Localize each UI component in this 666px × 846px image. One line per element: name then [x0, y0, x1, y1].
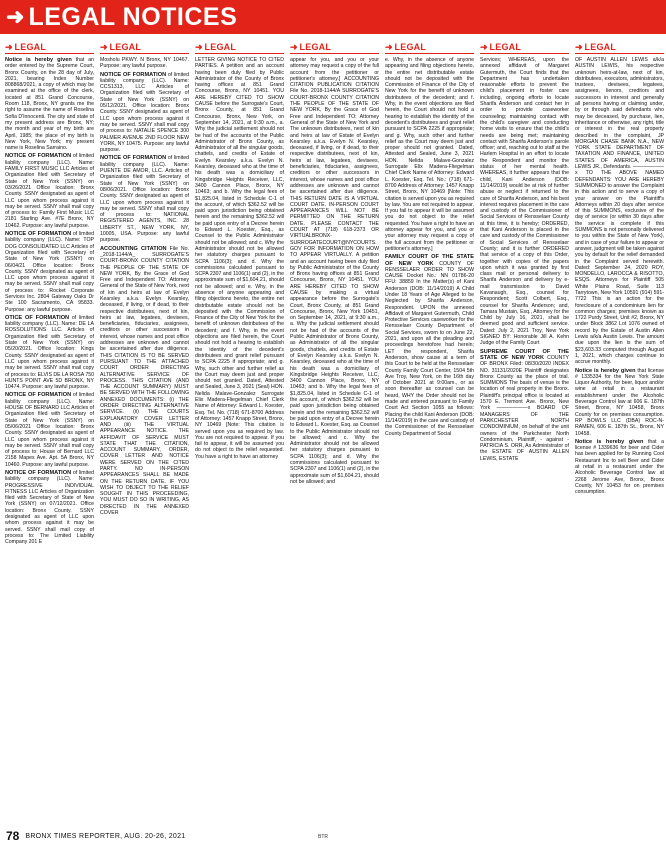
notice-body: e. Why, in the absence of anyone appearing and filing objections hereto, the entire net distributable estate should not be deposited with the Commission of Finance of the City of New York for the benefit of unknown distributees of the decedent; and f. Why, in the event objections are filed herein, the Court should not hold a hearing to establish the identity of the decedent's distributees and grant relief pursuant to SCPA 2225 if appropriate; and g. Why, such other and further relief as the Court may deem just and proper should not granted. Dated, Attested and Sealed, June 3, 2021 HON. Nelida Malave-Gonzalez Surrogate Elix Madera-Fliegelman Chief Clerk Name of Attorney: Edward L. Koester, Esq. Tel. No.: (718) 671-8700 Address of Attorney: 1457 Knapp Street, Bronx, NY 10469 [Note: This citation is served upon you as required by law. You are not required to appear. If you fail to appear it will be assumed you do not object to the relief requested. You have a right to have an attorney appear for you, and you or your attorney may request a copy of the full account from the petitioner or petitioner's attorney.]: [385, 57, 474, 252]
page-title: LEGAL NOTICES: [28, 2, 238, 31]
notice-body: of limited liability company (LLC). Name: TOP DOG CONSOLIDATED LLC Articles of Organization filed with Secretary of State of New York (SSNY) on 06/04/21 Office location: Bronx County. SSNY designated as agent of LLC upon whom process against it may be served. SSNY shall mail copy of process to: Rocket Corporate Services Inc. 2804 Gateway Oaks Dr Ste 100 Sacramento, CA 95833. Purpose: any lawful purpose.: [5, 231, 94, 313]
legal-notice: [5, 315, 94, 391]
notice-lead: NOTICE OF FORMATION: [5, 231, 72, 238]
legal-notice: [290, 57, 379, 485]
section-header: [5, 42, 94, 54]
notice-column: [290, 42, 379, 818]
legal-notice: [100, 57, 189, 70]
notice-lead: Notice is hereby given: [575, 438, 644, 445]
section-header: [385, 42, 474, 54]
notice-lead: NOTICE OF FORMATION: [100, 71, 167, 78]
notice-lead: NOTICE OF FORMATION: [5, 153, 72, 160]
notice-column: [385, 42, 474, 818]
notice-lead: Notice is hereby given: [5, 57, 72, 63]
section-label: LEGAL: [109, 42, 142, 52]
legal-notice: [575, 57, 664, 366]
notice-body: that a license # 1339636 for beer and Cider has been applied for by Running Cool Restaurant Inc to sell Beer and Cider at retail in a restaurant under the Alcoholic Beverage Control law at 2268 Jerome Ave, Bronx, Bronx County, NY 10453 for on premises consumption.: [575, 438, 664, 496]
arrow-right-icon: ➜: [575, 41, 583, 52]
notice-lead: SUPREME COURT OF THE STATE OF NEW YORK: [480, 348, 569, 361]
page-number: 78: [6, 829, 20, 843]
arrow-right-icon: ➜: [195, 41, 203, 52]
notice-lead: ACCOUNTING CITATION: [100, 245, 167, 252]
notice-body: of limited liability company (LLC). Name: PUENTE DE AMOR, LLC. Articles of Organization filed with Secretary of State of New York (SSNY) on 08/06/2021. Office location: Bronx County. SSNY designated as agent of LLC upon whom process against it may be served. SSNY shall mail copy of process to: NATIONAL REGISTERED AGENTS, INC. 28 LIBERTY ST., NEW YORK, NY, 10005, USA. Purpose: any lawful purpose.: [100, 155, 189, 244]
legal-notice: [480, 349, 569, 462]
page-footer: [0, 826, 666, 846]
notice-column: [575, 42, 664, 818]
legal-notice: [5, 153, 94, 229]
section-header: [100, 42, 189, 54]
notice-column: [5, 42, 94, 818]
legal-notice: [100, 246, 189, 517]
section-header: [575, 42, 664, 54]
legal-notice: [5, 57, 94, 151]
arrow-right-icon: ➜: [290, 41, 298, 52]
section-label: LEGAL: [204, 42, 237, 52]
section-label: LEGAL: [14, 42, 47, 52]
notice-body: that license # 1335334 for the New York State Liquor Authority, for beer, liquor and/or wine at retail in a restaurant establishment under the Alcoholic Beverage Control law at 606 E. 187th Street, Bronx, NY 10458, Bronx County for on premises consumption. RP BOWLS LLC (DBA) ROC-N-RAMEN, 606 E. 187th St., Bronx, NY 10458.: [575, 367, 664, 437]
legal-notice: [385, 254, 474, 437]
section-label: LEGAL: [489, 42, 522, 52]
notice-body: Mosholu PKWY. N Bronx, NY 10467. Purpose: any lawful purpose.: [100, 57, 189, 70]
arrow-right-icon: ➜: [385, 41, 393, 52]
legal-notice: [5, 392, 94, 468]
notice-body: COUNTY OF RENSSELAER ORDER TO SHOW CAUSE Docket No.: NN 01786-20 FFU: 38859 In the Matter(s) of Kani Anderson (DOB: 11/14/2019) A Child Under 18 Years of Age Alleged to be Neglected by Sharifa Anderson, Respondent. UPON the annexed Affidavit of Margaret Gutermuth, Child Protective Services caseworker for the Rensselaer County Department of Social Services, sworn to on June 22, 2021, and upon all the pleading and proceedings heretofore had herein; LET the respondent, Sharifa Anderson, show cause at a term of this Court to be held at the Rensselaer County Family Court Center, 1504 5th Ave Troy, New York, on the 16th day of October 2021 at 9:00am., or as soon thereafter as counsel can be heard, WHY the Order should not be made and entered pursuant to Family Court Act Section 1055 as follows: Placing the child Kani Anderson (DOB: 11/14/2019) in the care and custody of the Commissioner of the Rensselaer County Department of Social: [385, 260, 474, 437]
notice-body: of limited liability company (LLC). Name: DE LA ROSSOLUTIONS LLC. Articles of Organization filed with Secretary of State of New York (SSNY) on 05/20/2021. Office location: Kings County. SSNY designated as agent of LLC upon whom process against it may be served. SSNY shall mail copy of process to: ELVIS DE LA ROSA 750 HUNTS POINT AVE 5D BRONX, NY 10474. Purpose: any lawful purpose.: [5, 314, 95, 391]
notice-lead: FAMILY COURT OF THE STATE OF NEW YORK: [385, 254, 474, 267]
legal-notice: [5, 470, 94, 546]
section-label: LEGAL: [394, 42, 427, 52]
section-header: [480, 42, 569, 54]
arrow-right-icon: ➜: [5, 41, 13, 52]
notice-body: of limited liability company (LLC). Name: CCS1313, LLC Articles of Organization filed with Secretary of State of New York (SSNY) on 05/12/2021. Office location: Bronx County. SSNY designated as agent of LLC upon whom process against it may be served. SSNY shall mail copy of process to: NATALIE SPENCE 300 PALMER AVENUE 2ND FLOOR NEW YORK, NY 10475. Purpose: any lawful purpose.: [100, 71, 189, 154]
section-label: LEGAL: [299, 42, 332, 52]
section-label: LEGAL: [584, 42, 617, 52]
notice-body: that an order entered by the Supreme Court, Bronx County, on the 28 day of July, 2021, bearing Index Number 808868/2021, a copy of which may be examined at the office of the clerk, located at 851 Grand Concourse, Room 118, Bronx, NY grants me the right to assume the name of Roselina Sofia D'Innocenti. The city and state of my present address are Bronx, NY; the month and year of my birth are April, 1985; the place of my birth is New York, New York; my present name is Roselina Sarraino.: [5, 57, 94, 152]
legal-notice: [195, 57, 284, 460]
notice-lead: NOTICE OF FORMATION: [5, 392, 72, 399]
arrow-right-icon: ➜: [100, 41, 108, 52]
notice-column: [100, 42, 189, 818]
arrow-right-icon: ➜: [480, 41, 488, 52]
legal-notice: [100, 155, 189, 243]
notice-lead: NOTICE OF FORMATION: [5, 470, 72, 476]
notice-body: OF AUSTIN ALLEN LEWIS a/k/a AUSTIN LEWIS, his respective unknown heirs-at-law, next of kin, distributees, executors, administrators, trustees, devisees, legatees, assignees, lienors, creditors and successors in interest and generally all persons having or claiming under, by or through said defendants who may be deceased, by purchase, lien, inheritance or otherwise, any right, title or interest in the real property described in the complaint, JP MORGAN CHASE BANK N.A., NEW YORK STATE DEPARTMENT OF TAXATION AND FINANCE, UNITED STATES OF AMERICA, AUSTIN LEWIS JR., Defendants. ——————x TO THE ABOVE NAMED DEFENDANTS: YOU ARE HEREBY SUMMONED to answer the Complaint in this action and to serve a copy of your answer on the Plaintiff's Attorneys within 20 days after service of this SUMMONS, exclusive of the day of service (or within 30 days after the service is complete if this SUMMONS is not personally delivered to you within the State of New York), and in case of your failure to appear or answer, judgment will be taken against you by default for the relief demanded in the Complaint served herewith. Dated: September 24, 2020 ROY, MONDELLO, LAROCCA & RISOTTO, ESQS. Attorneys for Plaintiff 505 White Plains Road, Suite 113 Tarrytown, New York 10591 (914) 591-7722 This is an action for the foreclosure of a condominium lien for common charges; premises known as 1722 Purdy Street, Unit #2, Bronx, NY under Block 3862 Lot 1076 owned of record by the Estate of Austin Allen Lewis a/k/a Austin Lewis. The amount due upon the lien is the sum of $23,603.33 computed through August 1, 2021, which charges continue to accrue monthly.: [575, 57, 664, 366]
section-header: [195, 42, 284, 54]
notice-body: LETTER GIVING NOTICE TO CITED PARTIES. A petition and an account having been duly filed by Public Administrator of the County of Bronx having offices at 851 Grand Concourse, Bronx, NY 10451. YOU ARE HEREBY CITED TO SHOW CAUSE before the Surrogate's Court, Bronx County, at 851 Grand Concourse, Bronx, New York, on September 14, 2021, at 9:30 a.m., a. Why the judicial settlement should not be had of the accounts of the Public Administrator of Bronx County, as Administrator of all the singular goods, chattels, and credits of Estate of Evelyn Kearsley a.k.a. Evelyn N. Kearsley, deceased who at the time of his death was a domiciliary of Kingsbridge Heights Receiver, LLC, 3400 Cannon Place, Bronx, NY 10463; and b. Why the legal fees of $1,825.04, listed in Schedule C-1 of the account, of which $362.52 will be paid upon jurisdiction being obtained herein and the remaining $362.52 will be paid upon entry of a Decree herein to Edward L. Koester, Esq., as Counsel to the Public Administrator should not be allowed; and c. Why the Administrator should not be allowed her statutory charges pursuant to SCPA 1106(3); and d. Why the commissions calculated pursuant to SCPA 2307 and 1106(1) and (2), in the approximate sum of $1,604.21, should not be allowed; and e. Why, in the absence of anyone appearing and filing objections hereto, the entire net distributable estate should not be deposited with the Commission of Finance of the City of New York for the benefit of unknown distributees of the decedent; and f. Why, in the event objections are filed herein, the Court should not hold a hearing to establish the identity of the decedent's distributees and grant relief pursuant to SCPA 2225 if appropriate; and g. Why, such other and further relief as the Court may deem just and proper should not granted. Dated, Attested and Sealed, June 3, 2021 (Seal) HON. Nelida Malave-Gonzalez Surrogate Elix Madera-Fliegelman Chief Clerk Name of Attorney: Edward L. Koester, Esq. Tel. No. (718) 671-8700 Address of Attorney: 1457 Knapp Street, Bronx, NY 10469 [Note: This citation is served upon you as required by law. You are not required to appear. If you fail to appear, it will be assumed you do not object to the relief requested. You have a right to have an attorney: [195, 57, 284, 460]
publication-info: BRONX TIMES REPORTER, AUG. 20-26, 2021: [25, 832, 186, 840]
notice-columns: [5, 41, 664, 818]
legal-notice: [100, 72, 189, 154]
footer-tag: BTR: [318, 834, 328, 840]
notice-lead: Notice is hereby given: [575, 367, 636, 374]
notice-body: of limited liability company (LLC). Name: HOUSE OF BERNARD LLC Articles of Organization filed with Secretary of State of New York (SSNY) on 05/06/2021 Office location: Bronx County. SSNY designated as agent of LLC upon whom process against it may be served. SSNY shall mail copy of process to: House of Bernard LLC 2158 Mapes Ave. Apt. 5A Bronx, NY 10460. Purpose: any lawful purpose.: [5, 392, 94, 468]
notice-lead: NOTICE OF FORMATION: [100, 155, 167, 162]
notice-body: of limited liability company (LLC). Name: PROGRESSIVE INDIVIDUAL FITNESS LLC Articles of Organization filed with Secretary of State of New York (SSNY) on 07/12/2021. Office location: Bronx County. SSNY designated as agent of LLC upon whom process against it may be served. SSNY shall mail copy of process to: The Limited Liability Company 201 E: [5, 470, 94, 546]
legal-notice: [5, 231, 94, 313]
notice-lead: OTICE OF FORMATION: [5, 314, 70, 321]
notice-column: [195, 42, 284, 818]
legal-notice: [480, 57, 569, 347]
notice-body: Services; WHEREAS, upon the annexed affidavit of Margaret Gutermuth, the Court finds that the Department has undertaken reasonable efforts to prevent the child's placement in foster care including, ongoing efforts to locate Sharifa Anderson and contact her in order to provide caseworker counseling; maintaining contact with the child's caregiver and conducting home visits to ensure that the child's needs are being met; maintaining contact with Sharifa Anderson's parole officer; and, reaching out to staff at the Harlem Hospital in an effort to locate the Respondent and monitor the status of her mental health. WHEREAS, it further appears that the child, Kani Anderson (DOB: 11/14/2019) would be at risk of further abuse or neglect if returned to the care of Sharifa Anderson, and his best interest requires placement in the care and custody of the Commissioner of Social Services of Rensselaer County at this time, it is hereby; ORDERED, that Kani Anderson is placed in the care and custody of the Commissioner of Social Services of Rensselaer County; and it is further ORDERED that service of a copy of this Order, together with copies of the papers upon which it was granted by first class mail or personal delivery to Sharifa Anderson and delivery by e-mail transmission to David Kavanaugh, Esq., counsel for Respondent; Scott Colbert, Esq., counsel for Sharifa Anderson; and, Tamara Mustain, Esq., Attorney for the Child by July 16, 2021, shall be deemed good and sufficient service. Dated: July 2, 2021 Troy, New York SIGNED BY: Honorable Jill A. Kehn Judge of the Family Court: [480, 57, 569, 347]
notice-column: [480, 42, 569, 818]
arrow-right-icon: ➜: [6, 4, 25, 29]
legal-notice: [575, 368, 664, 437]
legal-notice: [575, 439, 664, 496]
legal-notice: [385, 57, 474, 252]
notice-body: of limited liability company (LLC). Name: FAMILY FIRST MUSIC LLC Articles of Organization filed with Secretary of State of New York (SSNY) on 03/26/2021 Office location: Bronx County. SSNY designated as agent of LLC upon whom process against it may be served. SSNY shall mail copy of process to: Family First Music LLC 2181 Starling Ave. #7E Bronx, NY 10462. Purpose: any lawful purpose.: [5, 153, 94, 229]
notice-body: appear for you, and you or your attorney may request a copy of the full account from the petitioner or petitioner's attorney.] ACCOUNTING CITATION PUBLICATION CITATION File No. 2018-1144/A SURROGATE'S COURT-BRONX COUNTY CITATION THE PEOPLE OF THE STATE OF NEW YORK, By the Grace of God Free and Independent TO: Attorney General of the State of New York and The unknown distributees, next of kin and heirs at law of Estate of Evelyn Kearsley a.k.a. Evelyn N. Kearsley, deceased, if living, or if dead, to their respective distributees, next of kin, heirs at law, legatees, devisees, beneficiaries, fiduciaries, assignees, creditors or other successors in interest, whose names and post office addresses are unknown and cannot be ascertained after due diligence. THIS RETURN DATE IS A VIRTUAL COURT DATE. IN-PERSON COURT APPEARANCES WILL NOT BE PERMITTED ON THE RETURN DATE. PLEASE CONTACT THE COURT AT (718) 618-2373 OR VIRTUALBRONX-SURROGATECOURT@NYCOURTS.GOV FOR INFORMATION ON HOW TO APPEAR VIRTUALLY. A petition and an account having been duly filed by Public Administrator of the County of Bronx having offices at 851 Grand Concourse, Bronx, NY 10451. YOU ARE HEREBY CITED TO SHOW CAUSE by making a virtual appearance before the Surrogate's Court, Bronx County, at 851 Grand Concourse, Bronx, New York 10451, on September 14, 2021, at 9:30 a.m., a. Why the judicial settlement should not be had of the accounts of the Public Administrator of Bronx County, as Administrator of all the singular goods, chattels, and credits of Estate of Evelyn Kearsley a.k.a. Evelyn N. Kearsley, deceased who at the time of his death was a domiciliary of Kingsbridge Heights Receiver, LLC, 3400 Cannon Place, Bronx, NY 10463; and b. Why the legal fees of $1,825.04, listed in Schedule C-1 of the account, of which $362.52 will be paid upon jurisdiction being obtained herein and the remaining $362.52 will be paid upon entry of a Decree herein to Edward L. Koester, Esq. as Counsel to the Public Administrator should not be allowed; and c. Why the Administrator should not be allowed her statutory charges pursuant to SCPA 1106(3); and d. Why the commissions calculated pursuant to SCPA 2307 and 1106(1) and (2), in the approximate sum of $1,604.21, should not be allowed; and: [290, 57, 379, 485]
legal-notices-banner: [0, 0, 666, 34]
notice-body: File No. _2018-1144/A_ SURROGATE'S COURT-BRONX COUNTY CITATION THE PEOPLE OF THE STATE OF NEW YORK, By the Grace of God Free and Independent TO: Attorney General of the State of New York, next of kin and heirs at law of Evelyn Kearsley a.k.a. Evelyn Kearsley, deceased, if living, or if dead, to their respective distributees, next of kin, heirs at law, legatees, devisees, beneficiaries, fiduciaries, assignees, creditors or other successors in interest, whose names and post office addresses are unknown and cannot be ascertained after due diligence. THIS CITATION IS TO BE SERVED PURSUANT TO THE ATTACHED COURT ORDER DIRECTING ALTERNATIVE SERVICE OF PROCESS. THIS CITATION (AND THE ACCOUNT SUMMARY) MUST BE SERVED WITH THE FOLLOWING ANNEXED DOCUMENTS: (i) THE ORDER DIRECTING ALTERNATIVE SERVICE. (ii) THE COURTS EXPLANATORY COVER LETTER AND (iii) THE VIRTUAL APPEARANCE NOTICE. THE AFFIDAVIT OF SERVICE MUST STATE THAT THE CITATION, ACCOUNT SUMMARY, ORDER, COVER LETTER AND NOTICE WERE SERVED ON THE CITED PARTY. NO IN-PERSON APPEARANCES SHALL BE MADE ON THE RETURN DATE. IF YOU WISH TO OBJECT TO THE RELIEF SOUGHT IN THIS PROCEEDING, YOU MUST DO SO IN WRITING, AS DIRECTED IN THE ANNEXED COVER: [100, 245, 189, 517]
section-header: [290, 42, 379, 54]
notice-body: COUNTY OF BRONX Filed: 08/30/2020 INDEX NO. 31131/2020E Plaintiff designates Bronx County as the place of trial. SUMMONS The basis of venue is the location of real property in the Bronx. Plaintiff's principal office is located at 1570 E. Tremont Ave. Bronx, New York ——————x BOARD OF MANAGERS OF THE PARKCHESTER NORTH CONDOMINIUM, on behalf of the unit owners of the Parkchester North Condominium, Plaintiff, - against - PATRICIA S. ORR, As Administrator of the ESTATE OF AUSTIN ALLEN LEWIS, ESTATE: [480, 354, 569, 462]
